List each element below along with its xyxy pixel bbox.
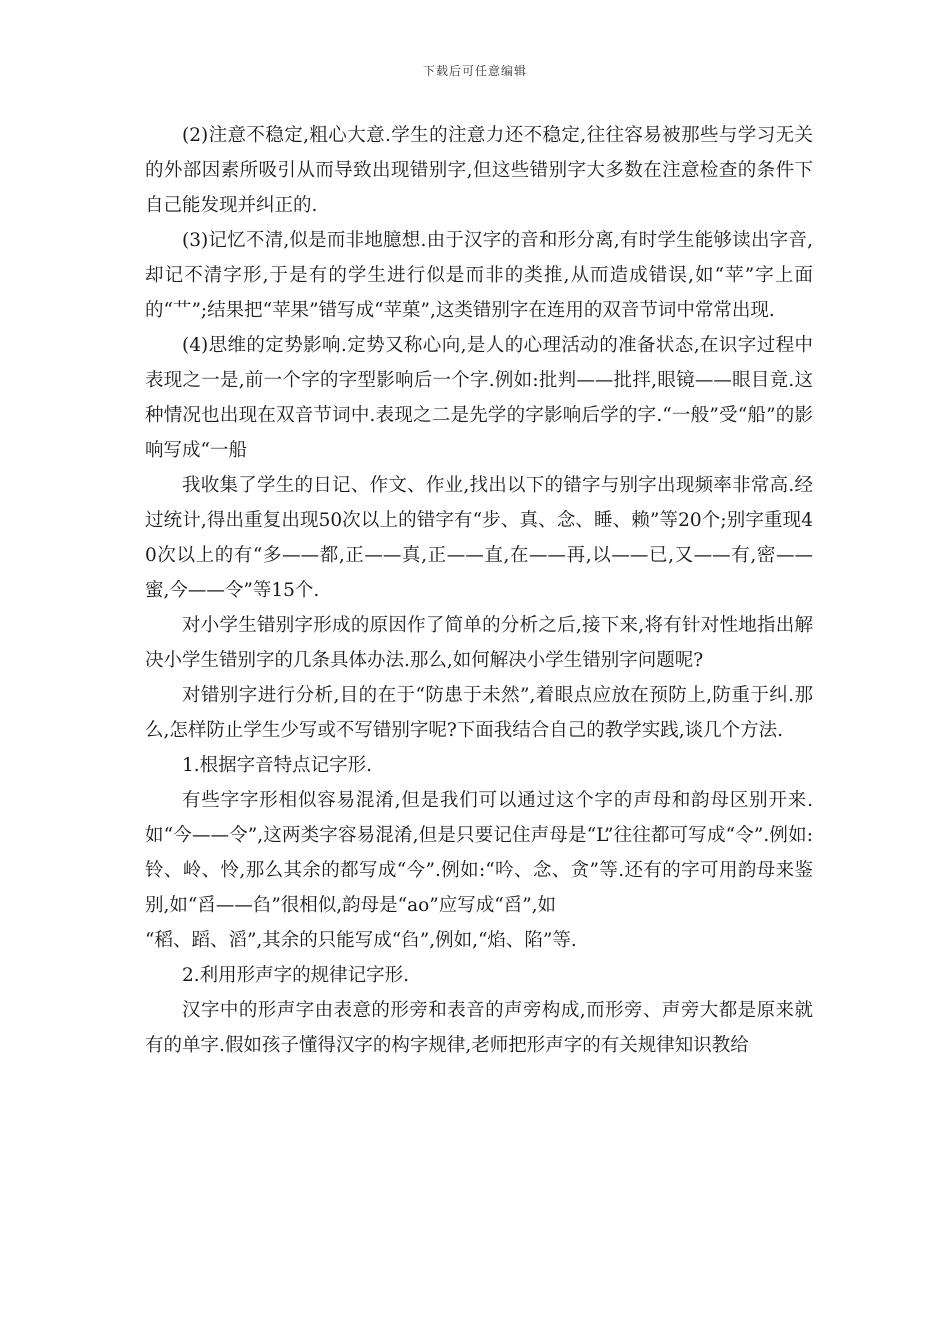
- section-heading: 1.根据字音特点记字形.: [182, 755, 373, 776]
- paragraph: 汉字中的形声字由表意的形旁和表音的声旁构成,而形旁、声旁大都是原来就有的单字.假如孩子懂得汉字的构字规律,老师把形声字的有关规律知识教给: [145, 1000, 813, 1056]
- section-heading: 2.利用形声字的规律记字形.: [182, 965, 410, 986]
- paragraph: 对小学生错别字形成的原因作了简单的分析之后,接下来,将有针对性地指出解决小学生错别字的几条具体办法.那么,如何解决小学生错别字问题呢?: [145, 615, 813, 671]
- paragraph: (3)记忆不清,似是而非地臆想.由于汉字的音和形分离,有时学生能够读出字音,却记不清字形,于是有的学生进行似是而非的类推,从而造成错误,如“苹”字上面的“艹”;结果把“苹果”错写成“苹菓”,这类错别字在连用的双音节词中常常出现.: [145, 230, 813, 321]
- paragraph: 有些字字形相似容易混淆,但是我们可以通过这个字的声母和韵母区别开来.如“今——令”,这两类字容易混淆,但是只要记住声母是“L”往往都可写成“令”.例如:铃、岭、怜,那么其余的都写成“今”.例如:“吟、念、贪”等.还有的字可用韵母来鉴别,如“舀——臽”很相似,韵母是“ao”应写成“舀”,如: [145, 790, 813, 916]
- page-header-note: 下载后可任意编辑: [422, 64, 527, 78]
- paragraph-continuation: “稻、蹈、滔”,其余的只能写成“臽”,例如,“焰、陷”等.: [145, 930, 577, 951]
- paragraph: (2)注意不稳定,粗心大意.学生的注意力还不稳定,往往容易被那些与学习无关的外部因素所吸引从而导致出现错别字,但这些错别字大多数在注意检查的条件下自己能发现并纠正的.: [145, 125, 813, 216]
- paragraph: 我收集了学生的日记、作文、作业,找出以下的错字与别字出现频率非常高.经过统计,得出重复出现50次以上的错字有“步、真、念、睡、赖”等20个;别字重现40次以上的有“多——都,正——真,正——直,在——再,以——已,又——有,密——蜜,今——令”等15个.: [145, 475, 813, 601]
- paragraph: 对错别字进行分析,目的在于“防患于未然”,着眼点应放在预防上,防重于纠.那么,怎样防止学生少写或不写错别字呢?下面我结合自己的教学实践,谈几个方法.: [145, 685, 813, 741]
- document-body: [145, 118, 813, 1063]
- paragraph: (4)思维的定势影响.定势又称心向,是人的心理活动的准备状态,在识字过程中表现之一是,前一个字的字型影响后一个字.例如:批判——批拌,眼镜——眼目竟.这种情况也出现在双音节词中.表现之二是先学的字影响后学的字.“一般”受“船”的影响写成“一船: [145, 335, 813, 461]
